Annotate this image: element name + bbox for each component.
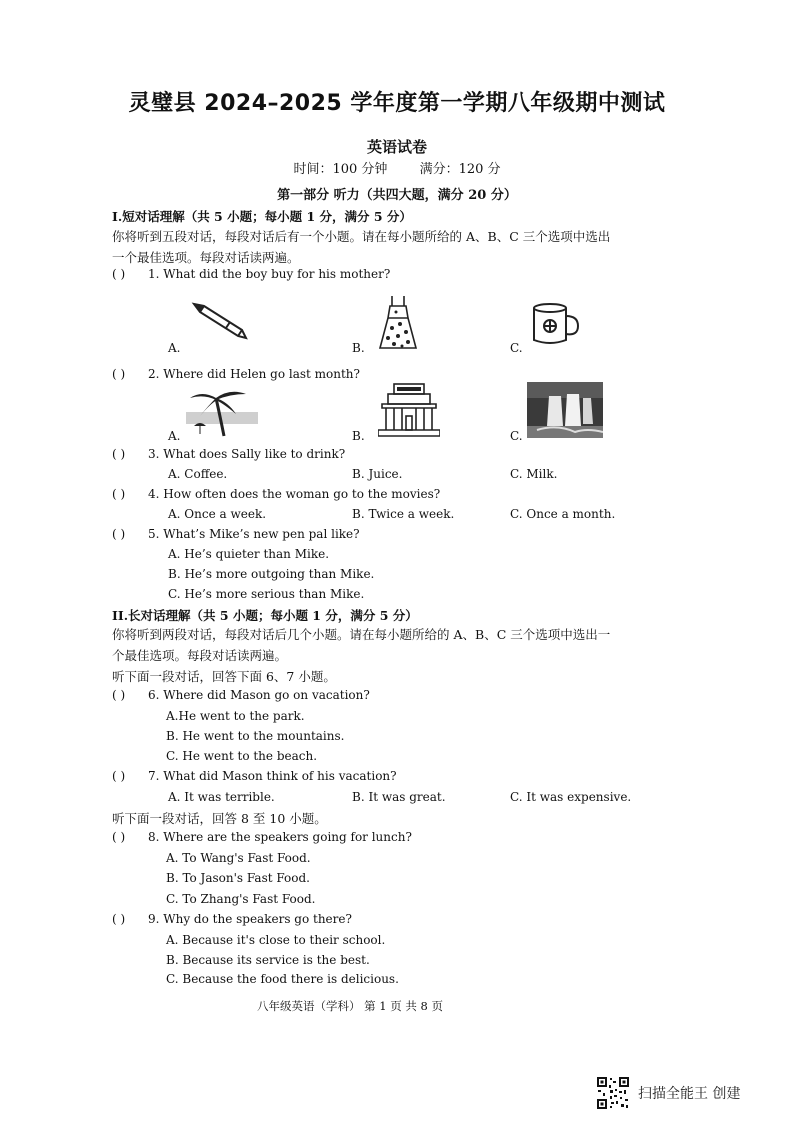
section2-heading: II.长对话理解（共 5 小题；每小题 1 分，满分 5 分） [112,608,418,623]
q6-option-a[interactable]: A.He went to the park. [166,709,305,723]
q1-option-a[interactable]: A. [168,341,181,355]
exam-title: 灵璧县 2024–2025 学年度第一学期八年级期中测试 [128,91,666,116]
question-9 [112,912,352,926]
q2-option-c[interactable]: C. [510,429,523,443]
question-3 [112,447,345,461]
q8-option-a[interactable]: A. To Wang's Fast Food. [166,851,311,865]
question-text: 2. Where did Helen go last month? [148,367,360,381]
q2-option-b[interactable]: B. [352,429,365,443]
section1-heading: I.短对话理解（共 5 小题；每小题 1 分，满分 5 分） [112,209,412,224]
fountain-pen-icon [190,300,252,344]
q1-option-b[interactable]: B. [352,341,365,355]
q3-option-b[interactable]: B. Juice. [352,467,403,481]
question-4 [112,487,440,501]
palm-beach-icon [186,386,258,438]
question-text: 7. What did Mason think of his vacation? [148,769,397,783]
scanner-watermark [596,1073,786,1113]
q7-option-a[interactable]: A. It was terrible. [168,790,275,804]
q5-option-b[interactable]: B. He’s more outgoing than Mike. [168,567,375,581]
question-1 [112,267,390,281]
q4-option-a[interactable]: A. Once a week. [168,507,267,521]
answer-blank[interactable]: ( ) [112,447,126,461]
question-7 [112,769,397,783]
answer-blank[interactable]: ( ) [112,912,126,926]
answer-blank[interactable]: ( ) [112,367,126,381]
section2-lead1: 听下面一段对话，回答下面 6、7 小题。 [112,669,336,684]
q4-option-b[interactable]: B. Twice a week. [352,507,455,521]
section1-instructions-line1: 你将听到五段对话，每段对话后有一个小题。请在每小题所给的 A、B、C 三个选项中选出 [112,229,611,244]
q2-option-a[interactable]: A. [168,429,181,443]
qr-code-icon [596,1076,630,1110]
question-text: 1. What did the boy buy for his mother? [148,267,391,281]
q9-option-b[interactable]: B. Because its service is the best. [166,953,370,967]
part-one-heading: 第一部分 听力（共四大题，满分 20 分） [277,188,517,203]
question-text: 6. Where did Mason go on vacation? [148,688,370,702]
answer-blank[interactable]: ( ) [112,688,126,702]
score-label: 满分：120 分 [419,162,501,177]
section2-instructions-line2: 个最佳选项。每段对话读两遍。 [112,648,288,663]
q3-option-a[interactable]: A. Coffee. [168,467,228,481]
q5-option-c[interactable]: C. He’s more serious than Mike. [168,587,365,601]
section2-instructions [112,624,642,666]
q7-option-c[interactable]: C. It was expensive. [510,790,632,804]
q4-option-c[interactable]: C. Once a month. [510,507,616,521]
time-label: 时间：100 分钟 [293,162,388,177]
q8-option-b[interactable]: B. To Jason's Fast Food. [166,871,310,885]
q6-option-b[interactable]: B. He went to the mountains. [166,729,345,743]
section2-instructions-line1: 你将听到两段对话，每段对话后几个小题。请在每小题所给的 A、B、C 三个选项中选出一 [112,627,611,642]
question-text: 5. What’s Mike’s new pen pal like? [148,527,360,541]
question-text: 3. What does Sally like to drink? [148,447,346,461]
section1-instructions-line2: 一个最佳选项。每段对话读两遍。 [112,250,300,265]
exam-subtitle: 英语试卷 [366,138,427,156]
question-5 [112,527,360,541]
question-6 [112,688,370,702]
q6-option-c[interactable]: C. He went to the beach. [166,749,318,763]
scanner-brand-text: 扫描全能王 创建 [638,1086,741,1102]
q9-option-a[interactable]: A. Because it's close to their school. [166,933,386,947]
question-text: 8. Where are the speakers going for lunch? [148,830,412,844]
answer-blank[interactable]: ( ) [112,487,126,501]
q7-option-b[interactable]: B. It was great. [352,790,446,804]
answer-blank[interactable]: ( ) [112,830,126,844]
mug-icon [530,302,580,346]
section2-lead2: 听下面一段对话，回答 8 至 10 小题。 [112,811,327,826]
question-2 [112,367,360,381]
answer-blank[interactable]: ( ) [112,267,126,281]
question-text: 9. Why do the speakers go there? [148,912,352,926]
dress-icon [378,294,418,352]
waterfall-photo-icon [527,382,603,438]
q8-option-c[interactable]: C. To Zhang's Fast Food. [166,892,316,906]
section1-instructions [112,226,642,268]
answer-blank[interactable]: ( ) [112,769,126,783]
q1-option-c[interactable]: C. [510,341,523,355]
q3-option-c[interactable]: C. Milk. [510,467,558,481]
museum-building-icon [378,382,440,438]
q9-option-c[interactable]: C. Because the food there is delicious. [166,972,399,986]
question-text: 4. How often does the woman go to the movies? [148,487,441,501]
q5-option-a[interactable]: A. He’s quieter than Mike. [168,547,330,561]
question-8 [112,830,412,844]
page-footer: 八年级英语（学科） 第 1 页 共 8 页 [256,999,444,1013]
time-score-line [0,158,794,177]
answer-blank[interactable]: ( ) [112,527,126,541]
